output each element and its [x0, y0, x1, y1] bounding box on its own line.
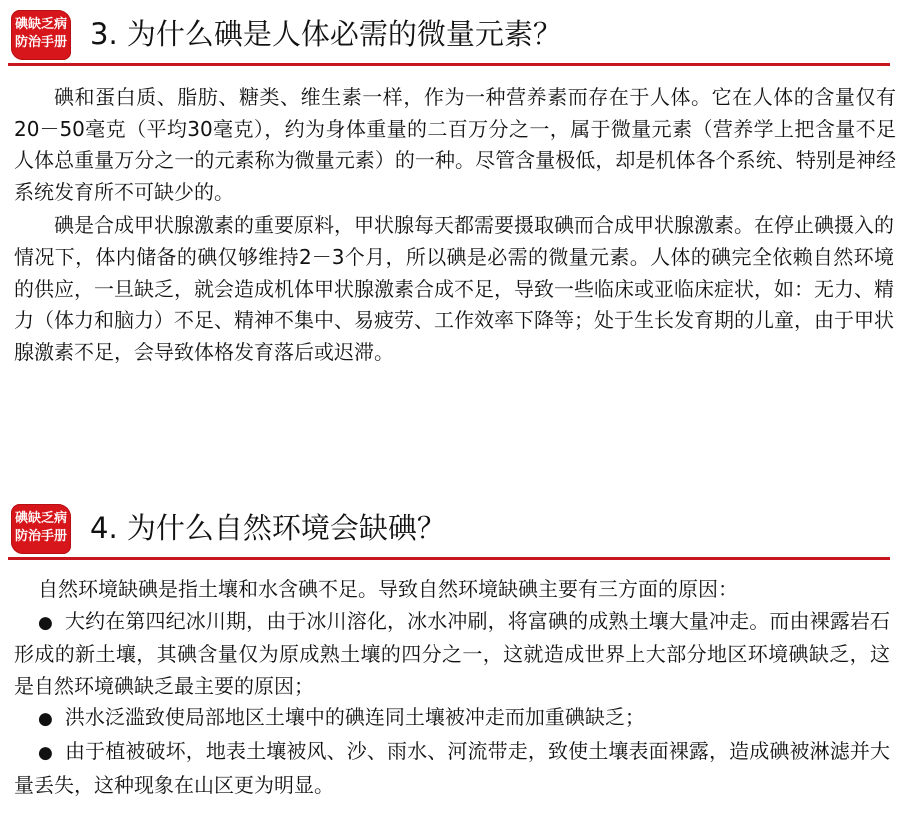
section-header: [0, 494, 900, 568]
intro-paragraph: 自然环境缺碘是指土壤和水含碘不足。导致自然环境缺碘主要有三方面的原因：: [38, 577, 738, 601]
bullet-text: 大约在第四纪冰川期，由于冰川溶化，冰水冲刷，将富碘的成熟土壤大量冲走。而由裸露岩石形成的新土壤，其碘含量仅为原成熟土壤的四分之一，这就造成世界上大部分地区环境碘缺乏，这是自然环境碘缺乏最主要的原因；: [14, 608, 890, 698]
seal-line-2: 防治手册: [14, 35, 67, 50]
bullet-item: [0, 606, 900, 703]
bullet-text: 洪水泛滥致使局部地区土壤中的碘连同土壤被冲走而加重碘缺乏；: [64, 705, 645, 730]
bullet-icon: ●: [38, 742, 53, 763]
section-body: [0, 574, 900, 801]
section-title: 4. 为什么自然环境会缺碘？: [90, 511, 446, 545]
header-rule: [8, 63, 890, 66]
bullet-item: [0, 736, 900, 801]
bullet-text: 由于植被破坏，地表土壤被风、沙、雨水、河流带走，致使土壤表面裸露，造成碘被淋滤并大量丢失，这种现象在山区更为明显。: [14, 738, 890, 797]
section-4: [0, 494, 900, 797]
bullet-icon: ●: [38, 709, 53, 730]
section-body: [0, 82, 900, 368]
seal-line-1: 碘缺乏病: [14, 17, 67, 32]
paragraph: 碘是合成甲状腺激素的重要原料，甲状腺每天都需要摄取碘而合成甲状腺激素。在停止碘摄入的情况下，体内储备的碘仅够维持2－3个月，所以碘是必需的微量元素。人体的碘完全依赖自然环境的供应，一旦缺乏，就会造成机体甲状腺激素合成不足，导致一些临床或亚临床症状，如：无力、精力（体力和脑力）不足、精神不集中、易疲劳、工作效率下降等；处于生长发育期的儿童，由于甲状腺激素不足，会导致体格发育落后或迟滞。: [14, 213, 894, 364]
section-3: [0, 0, 900, 364]
bullet-icon: ●: [38, 612, 53, 633]
header-rule: [8, 557, 890, 560]
bullet-item: [0, 702, 900, 736]
seal-logo: [11, 10, 71, 60]
paragraph: 碘和蛋白质、脂肪、糖类、维生素一样，作为一种营养素而存在于人体。它在人体的含量仅有20－50毫克（平均30毫克），约为身体重量的二百万分之一，属于微量元素（营养学上把含量不足人体总重量万分之一的元素称为微量元素）的一种。尽管含量极低，却是机体各个系统、特别是神经系统发育所不可缺少的。: [14, 85, 896, 204]
seal-line-1: 碘缺乏病: [14, 511, 67, 526]
seal-logo: [11, 504, 71, 554]
section-header: [0, 0, 900, 74]
seal-line-2: 防治手册: [14, 529, 67, 544]
section-title: 3. 为什么碘是人体必需的微量元素？: [90, 17, 562, 51]
